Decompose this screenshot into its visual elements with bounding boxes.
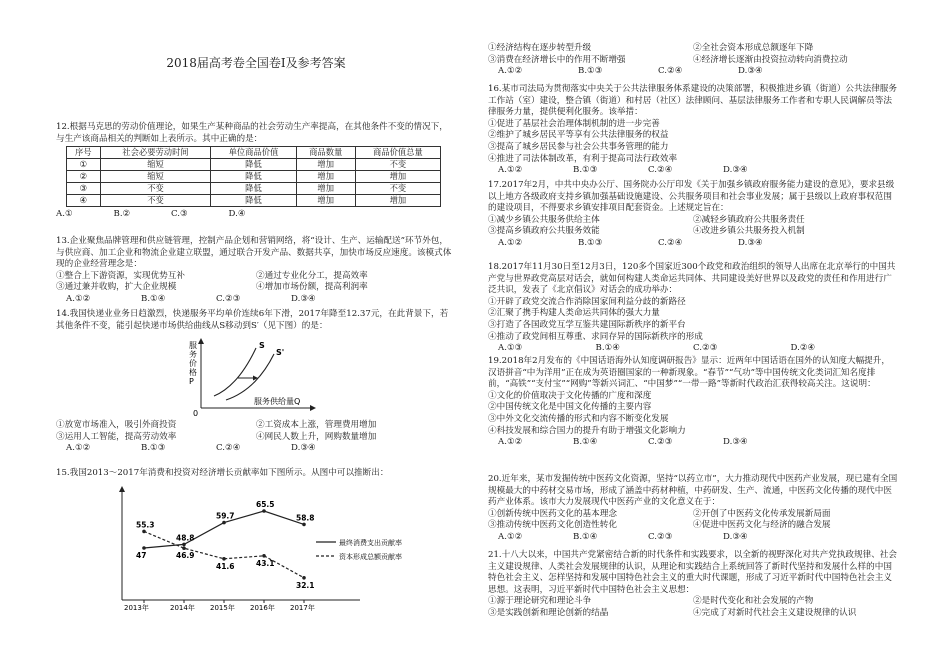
- data-label: 55.3: [136, 519, 155, 529]
- answer-a[interactable]: A.①②: [498, 531, 523, 542]
- answer-b[interactable]: B.①④: [573, 531, 598, 542]
- q17-option-1: ①减少乡镇公共服务供给主体: [488, 214, 600, 225]
- supply-curve-s: [214, 348, 256, 396]
- q14-stem: 14.我国快递业业务日趋激烈，快递服务平均单价连续6年下滑，2017年降至12.37元，在此背景下，若其他条件不变，能引起快递市场供给曲线从S移动到S′（见下图）的是：: [56, 309, 449, 331]
- data-label: 65.5: [256, 499, 275, 509]
- answer-d[interactable]: D.③④: [738, 66, 763, 77]
- answer-c[interactable]: C.②③: [648, 531, 673, 542]
- y-axis-label: 服务价格 P: [189, 341, 197, 387]
- table-cell: 增加: [355, 195, 440, 207]
- table-cell: 增加: [296, 183, 355, 195]
- page-title: 2018届高考卷全国卷Ⅰ及参考答案: [166, 56, 346, 70]
- table-header-cell: 序号: [67, 147, 101, 159]
- answer-a[interactable]: A.①②: [498, 66, 523, 77]
- q20-option-3: ③推动传统中医药文化创造性转化: [488, 520, 617, 531]
- q12-answers: [56, 209, 286, 221]
- q18-option-1: ①开辟了政党交流合作消除国家间利益分歧的新路径: [488, 296, 686, 307]
- question-13: [56, 236, 456, 306]
- q15-option-2: ②全社会资本形成总额逐年下降: [693, 43, 814, 53]
- table-cell: ③: [67, 183, 101, 195]
- x-tick-label: 2015年: [210, 603, 235, 612]
- q19-option-3: ③中外文化交流传播的形式和内容不断变化发展: [488, 413, 669, 424]
- data-point: [222, 520, 226, 524]
- q18-stem: 18.2017年11月30日至12月3日，120多个国家近300个政党和政治组织的领导人出席在北京举行的中国共产党与世界政党高层对话会，就如何构建人类命运共同体、共同建设美好世界以及政党的责任和作用进行广泛共识，发表了《北京倡议》对话会的成功举办：: [488, 262, 896, 296]
- answer-c[interactable]: C.②④: [658, 66, 683, 77]
- q20-option-2: ②开创了中医药文化传承发展新局面: [693, 508, 831, 519]
- data-point: [302, 576, 306, 580]
- question-20: [488, 474, 898, 544]
- answer-a[interactable]: A.①③: [498, 343, 523, 354]
- answer-d[interactable]: D.③④: [738, 237, 763, 248]
- q19-option-4: ④科技发展和综合国力的提升有助于增强文化影响力: [488, 425, 686, 436]
- data-point: [302, 522, 306, 526]
- question-15-options: [488, 43, 898, 78]
- table-cell: 降低: [211, 171, 296, 183]
- q19-option-1: ①文化的价值取决于文化传播的广度和深度: [488, 390, 652, 401]
- q20-stem: 20.近年来，某市发掘传统中医药文化资源，坚持“以药立市”，大力推动现代中医药产业发展，现已建有全国规模最大的中药材交易市场，形成了涵盖中药材种植，中药研发、生产、流通，中医药文化传播的现代中医药产业体系。该市大力发展现代中医药产业的文化意义在于：: [488, 474, 898, 508]
- origin-label: 0: [193, 409, 199, 417]
- table-cell: ④: [67, 195, 101, 207]
- q13-stem: 13.企业聚焦品牌管理和供应链管理，控制产品企划和营销网络，将“设计、生产、运输配送”环节外包，与供应商、加工企业和物流企业建立联盟，通过联合开发产品、数据共享，加快市场反应速度。该模式体现的企业经营理念是：: [56, 236, 452, 270]
- answer-c[interactable]: C.②③: [648, 437, 673, 448]
- data-label: 47: [136, 550, 147, 560]
- q17-option-2: ②减轻乡镇政府公共服务责任: [693, 214, 805, 225]
- answer-d[interactable]: D.③④: [291, 443, 316, 454]
- table-cell: 增加: [296, 159, 355, 171]
- data-point: [262, 509, 266, 513]
- data-label: 59.7: [216, 511, 235, 521]
- table-header-row: [67, 147, 441, 159]
- q16-option-1: ①促进了基层社会治理体制机制的进一步完善: [488, 118, 660, 129]
- table-cell: 增加: [296, 171, 355, 183]
- data-label: 58.8: [296, 512, 315, 522]
- q18-option-4: ④推动了政党间相互尊重、求同存异的国际新秩序的形成: [488, 331, 703, 342]
- table-header-cell: 商品价值总量: [355, 147, 440, 159]
- question-14: [56, 309, 456, 455]
- table-row: [67, 159, 441, 171]
- answer-d[interactable]: D.③④: [723, 531, 748, 542]
- x-tick-label: 2016年: [250, 603, 275, 612]
- q16-option-4: ④推进了司法体制改革，有利于提高司法行政效率: [488, 153, 678, 164]
- table-cell: ①: [67, 159, 101, 171]
- table-cell: 降低: [211, 195, 296, 207]
- answer-a[interactable]: A.①: [56, 209, 73, 220]
- answer-d[interactable]: D.③④: [723, 165, 748, 176]
- q20-option-1: ①创新传统中医药文化的基本理念: [488, 508, 617, 519]
- q13-option-4: ④增加市场份额，提高利润率: [256, 282, 368, 293]
- supply-curve-graph: [56, 334, 456, 416]
- q13-option-2: ②通过专业化分工，提高效率: [256, 270, 368, 281]
- q17-stem: 17.2017年2月，中共中央办公厅、国务院办公厅印发《关于加强乡镇政府服务能力建设的意见》，要求县级以上地方各级政府支持乡镇加强基础设施建设、公共服务项目和社会事业发展；属于县级以上政府事权范围的建设项目，不得要求乡镇安排项目配套资金。上述规定旨在：: [488, 180, 895, 214]
- q18-option-3: ③打造了各国政党互学互鉴共建国际新秩序的新平台: [488, 319, 686, 330]
- table-row: [67, 183, 441, 195]
- curve-label-s: S: [259, 341, 265, 351]
- question-15: [56, 468, 456, 622]
- q18-option-2: ②汇聚了携手构建人类命运共同体的强大力量: [488, 308, 660, 319]
- table-header-cell: 社会必要劳动时间: [100, 147, 211, 159]
- data-label: 32.1: [296, 580, 315, 590]
- data-point: [182, 542, 186, 546]
- table-cell: 缩短: [100, 171, 211, 183]
- q20-option-4: ④促进中医药文化与经济的融合发展: [693, 520, 831, 531]
- answer-a[interactable]: A.①②: [498, 165, 523, 176]
- question-21: [488, 550, 898, 620]
- data-label: 41.6: [216, 561, 235, 571]
- q12-table: [66, 146, 441, 207]
- q21-stem: 21.十八大以来，中国共产党紧密结合新的时代条件和实践要求，以全新的视野深化对共产党执政规律、社会主义建设规律、人类社会发展规律的认识，从理论和实践结合上系统回答了新时代坚持和发展什么样的中国特色社会主义、怎样坚持和发展中国特色社会主义的重大时代课题，形成了习近平新时代中国特色社会主义思想。这表明，习近平新时代中国特色社会主义思想：: [488, 550, 897, 595]
- q13-option-1: ①整合上下游资源，实现优势互补: [56, 270, 185, 281]
- answer-b[interactable]: B.①④: [595, 343, 620, 354]
- question-18: [488, 262, 898, 355]
- q16-option-3: ③提高了城乡居民参与社会公共事务管理的能力: [488, 141, 669, 152]
- answer-c[interactable]: C.②④: [648, 165, 673, 176]
- answer-c[interactable]: C.②④: [216, 443, 241, 454]
- table-row: [67, 171, 441, 183]
- q16-stem: 16.某市司法局为贯彻落实中央关于公共法律服务体系建设的决策部署，积极推进乡镇（街道）公共法律服务工作站（室）建设，整合镇（街道）和村居（社区）法律顾问、基层法律服务工作者和专职人民调解员等法律服务力量，提供便利化服务。该举措：: [488, 84, 897, 118]
- table-cell: 增加: [296, 195, 355, 207]
- supply-curve-s-prime: [226, 354, 274, 400]
- contribution-line-chart: [104, 482, 424, 622]
- q16-option-2: ②维护了城乡居民平等享有公共法律服务的权益: [488, 130, 669, 141]
- series-line-investment: [144, 531, 304, 577]
- answer-b[interactable]: B.①③: [141, 443, 166, 454]
- table-cell: 缩短: [100, 159, 211, 171]
- q14-option-3: ③运用人工智能，提高劳动效率: [56, 431, 177, 442]
- q21-option-4: ④完成了对新时代社会主义建设规律的认识: [693, 607, 857, 618]
- q14-option-4: ④网民人数上升，网购数量增加: [256, 431, 377, 442]
- table-cell: 不变: [355, 159, 440, 171]
- legend-label-investment: 资本形成总额贡献率: [339, 552, 402, 561]
- answer-b[interactable]: B.①③: [573, 165, 598, 176]
- x-tick-label: 2013年: [124, 603, 149, 612]
- answer-b[interactable]: B.①④: [573, 437, 598, 448]
- question-17: [488, 180, 898, 250]
- table-cell: 降低: [211, 183, 296, 195]
- answer-d[interactable]: D.③④: [291, 293, 316, 304]
- q15-option-4: ④经济增长逐渐由投资拉动转向消费拉动: [693, 54, 848, 65]
- q21-option-2: ②是时代变化和社会发展的产物: [693, 596, 814, 607]
- answer-d[interactable]: D.④: [228, 209, 246, 220]
- answer-a[interactable]: A.①②: [498, 437, 523, 448]
- q21-option-1: ①源于理论研究和理论斗争: [488, 596, 592, 607]
- table-cell: 不变: [100, 183, 211, 195]
- data-point: [262, 554, 266, 558]
- table-cell: 不变: [100, 195, 211, 207]
- q13-option-3: ③通过兼并收购，扩大企业规模: [56, 282, 177, 293]
- q15-option-3: ③消费在经济增长中的作用不断增强: [488, 54, 626, 65]
- question-12: [56, 122, 456, 221]
- q15-option-1: ①经济结构在逐步转型升级: [488, 43, 592, 53]
- answer-a[interactable]: A.①②: [66, 293, 91, 304]
- table-cell: 降低: [211, 159, 296, 171]
- data-label: 46.9: [176, 550, 195, 560]
- answer-c[interactable]: C.②③: [216, 293, 241, 304]
- answer-a[interactable]: A.①②: [66, 443, 91, 454]
- table-header-cell: 商品数量: [296, 147, 355, 159]
- data-point: [142, 529, 146, 533]
- answer-c[interactable]: C.②④: [658, 237, 683, 248]
- q15-stem: 15.我国2013～2017年消费和投资对经济增长贡献率如下图所示。从图中可以推断出：: [56, 468, 389, 478]
- legend-label-consumption: 最终消费支出贡献率: [339, 538, 402, 547]
- data-point: [222, 557, 226, 561]
- answer-b[interactable]: B.①④: [141, 293, 166, 304]
- q14-option-1: ①放宽市场准入，吸引外商投资: [56, 420, 177, 431]
- table-cell: 不变: [355, 183, 440, 195]
- q19-stem: 19.2018年2月发布的《中国话语海外认知度调研报告》显示：近两年中国话语在国外的认知度大幅提升，汉语拼音“中为洋用”正在成为英语圈国家的一种新现象。“春节”“气功”等中国传统文化类词汇知名度排前，“高铁”“支付宝”“网购”等新兴词汇、“中国梦”“一带一路”等新时代政治汇获得较高关注。这说明：: [488, 356, 890, 390]
- answer-b[interactable]: B.①③: [578, 237, 603, 248]
- q14-option-2: ②工资成本上涨，管理费用增加: [256, 420, 377, 431]
- data-point: [142, 546, 146, 550]
- data-point: [182, 546, 186, 550]
- answer-b[interactable]: B.①③: [578, 66, 603, 77]
- answer-a[interactable]: A.①②: [498, 237, 523, 248]
- q19-option-2: ②中国传统文化是中国文化传播的主要内容: [488, 402, 652, 413]
- data-label: 48.8: [176, 532, 195, 542]
- question-16: [488, 84, 898, 177]
- x-tick-label: 2014年: [170, 603, 195, 612]
- x-axis-label: 服务供给量Q: [254, 397, 301, 407]
- chart-legend: [316, 538, 402, 561]
- table-cell: 增加: [355, 171, 440, 183]
- q17-option-3: ③提高乡镇政府公共服务效能: [488, 226, 600, 237]
- q12-stem: 12.根据马克思的劳动价值理论，如果生产某种商品的社会劳动生产率提高，在其他条件不变的情况下，与生产该商品相关的判断如上表所示。其中正确的是：: [56, 122, 448, 144]
- question-19: [488, 356, 898, 449]
- q17-option-4: ④改进乡镇公共服务投入机制: [693, 226, 805, 237]
- q21-option-3: ③是实践创新和理论创新的结晶: [488, 607, 609, 618]
- curve-label-s-prime: S': [276, 348, 285, 358]
- table-cell: ②: [67, 171, 101, 183]
- answer-d[interactable]: D.③④: [723, 437, 748, 448]
- data-label: 43.1: [256, 558, 275, 568]
- answer-d[interactable]: D.②④: [790, 343, 816, 354]
- table-row: [67, 195, 441, 207]
- answer-c[interactable]: C.③: [171, 209, 188, 220]
- x-tick-label: 2017年: [290, 603, 315, 612]
- answer-b[interactable]: B.②: [113, 209, 131, 220]
- answer-c[interactable]: C.②③: [693, 343, 718, 354]
- table-header-cell: 单位商品价值: [211, 147, 296, 159]
